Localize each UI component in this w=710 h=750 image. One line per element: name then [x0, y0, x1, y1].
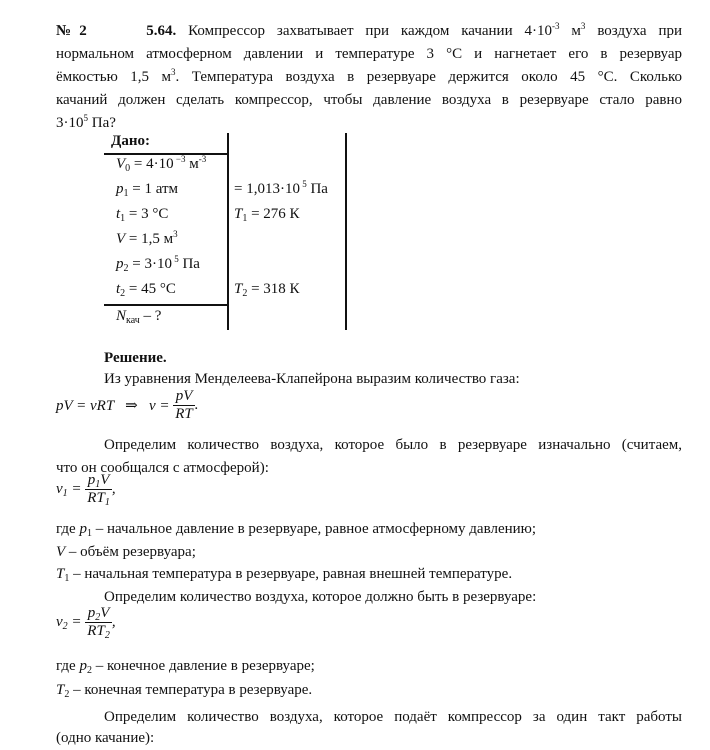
given-header: Дано:	[111, 133, 150, 149]
si-divider	[345, 133, 347, 330]
given-row-p1: $p_1 = 1$ атм	[116, 181, 179, 199]
formula-nu1: $\nu_1$ = $\frac{p_1V}{RT_1}$ ,	[56, 472, 116, 508]
p3-line-2: (одно качание):	[56, 730, 155, 746]
given-find: $N_{кач}$ – ?	[116, 308, 162, 326]
where-t2: $T_2$ – конечная температура в резервуаре.	[56, 682, 313, 700]
problem-line-2: нормальном атмосферном давлении и температуре 3 °С и нагнетает его в резервуар	[56, 46, 682, 62]
problem-text-5a: 3·10	[56, 115, 84, 131]
problem-text-1b: воздуха при	[585, 23, 683, 39]
problem-text-1: Компрессор захватывает при каждом качании 4·10	[188, 23, 553, 39]
paragraph-initial-amount	[56, 434, 682, 480]
given-row-p2: $p_2 = 3\cdot 10$ $^5$ Па	[116, 254, 200, 274]
unit-exp-1: 3	[580, 21, 586, 31]
given-header-underline	[104, 153, 228, 155]
p1-line-1: Определим количество воздуха, которое было в резервуаре изначально (считаем,	[104, 437, 682, 453]
problem-text-5b: Па?	[88, 115, 116, 131]
conv-t1: $T_1 = 276$ К	[234, 206, 300, 224]
problem-line-5	[56, 112, 682, 135]
given-row-t2: $t_2 = 45$ °С	[116, 281, 176, 299]
exp-5: 5	[83, 113, 88, 123]
formula-nu2: $\nu_2$ = $\frac{p_2V}{RT_2}$ ,	[56, 605, 116, 641]
problem-text-3a: ёмкостью 1,5 м	[56, 69, 172, 85]
problem-line-4: качаний должен сделать компрессор, чтобы давление воздуха в резервуаре стало равно	[56, 92, 682, 108]
problem-number: №2	[56, 23, 87, 39]
paragraph-compressor-amount	[56, 706, 682, 750]
given-find-rule	[104, 304, 228, 306]
problem-id: 5.64.	[146, 23, 177, 39]
given-divider	[227, 133, 229, 330]
solution-header: Решение.	[104, 350, 167, 366]
conv-t2: $T_2 = 318$ К	[234, 281, 300, 299]
where-v: V – объём резервуара;	[56, 544, 196, 560]
formula-mendeleev: pV = νRT ⇒ ν = $\frac{pV}{RT}$ .	[56, 388, 199, 422]
problem-statement	[56, 20, 682, 135]
conv-p1: = 1,013·10 $^5$ Па	[234, 179, 328, 197]
paragraph-final-amount: Определим количество воздуха, которое должно быть в резервуаре:	[104, 589, 537, 605]
problem-line-3	[56, 66, 682, 89]
p3-line-1: Определим количество воздуха, которое подаёт компрессор за один такт работы	[104, 709, 682, 725]
solution-intro: Из уравнения Менделеева-Клапейрона выразим количество газа:	[104, 371, 520, 387]
given-row-v0: $V_0 = 4\cdot 10$ $^{-3}$ $м^{-3}$	[116, 154, 207, 174]
exp-1: -3	[552, 21, 560, 31]
unit-1: м	[559, 23, 581, 39]
where-p2: где $p_2$ – конечное давление в резервуаре;	[56, 658, 315, 676]
exp-3: 3	[171, 67, 176, 77]
problem-text-3b: . Температура воздуха в резервуаре держится около 45 °С. Сколько	[175, 69, 682, 85]
problem-line-1	[56, 20, 682, 43]
given-row-t1: $t_1 = 3$ °С	[116, 206, 169, 224]
where-t1: $T_1$ – начальная температура в резервуаре, равная внешней температуре.	[56, 566, 513, 584]
given-row-v: V = 1,5 $м^3$	[116, 229, 178, 247]
p1-line-2: что он сообщался с атмосферой):	[56, 460, 269, 476]
where-p1: где $p_1$ – начальное давление в резервуаре, равное атмосферному давлению;	[56, 521, 537, 539]
